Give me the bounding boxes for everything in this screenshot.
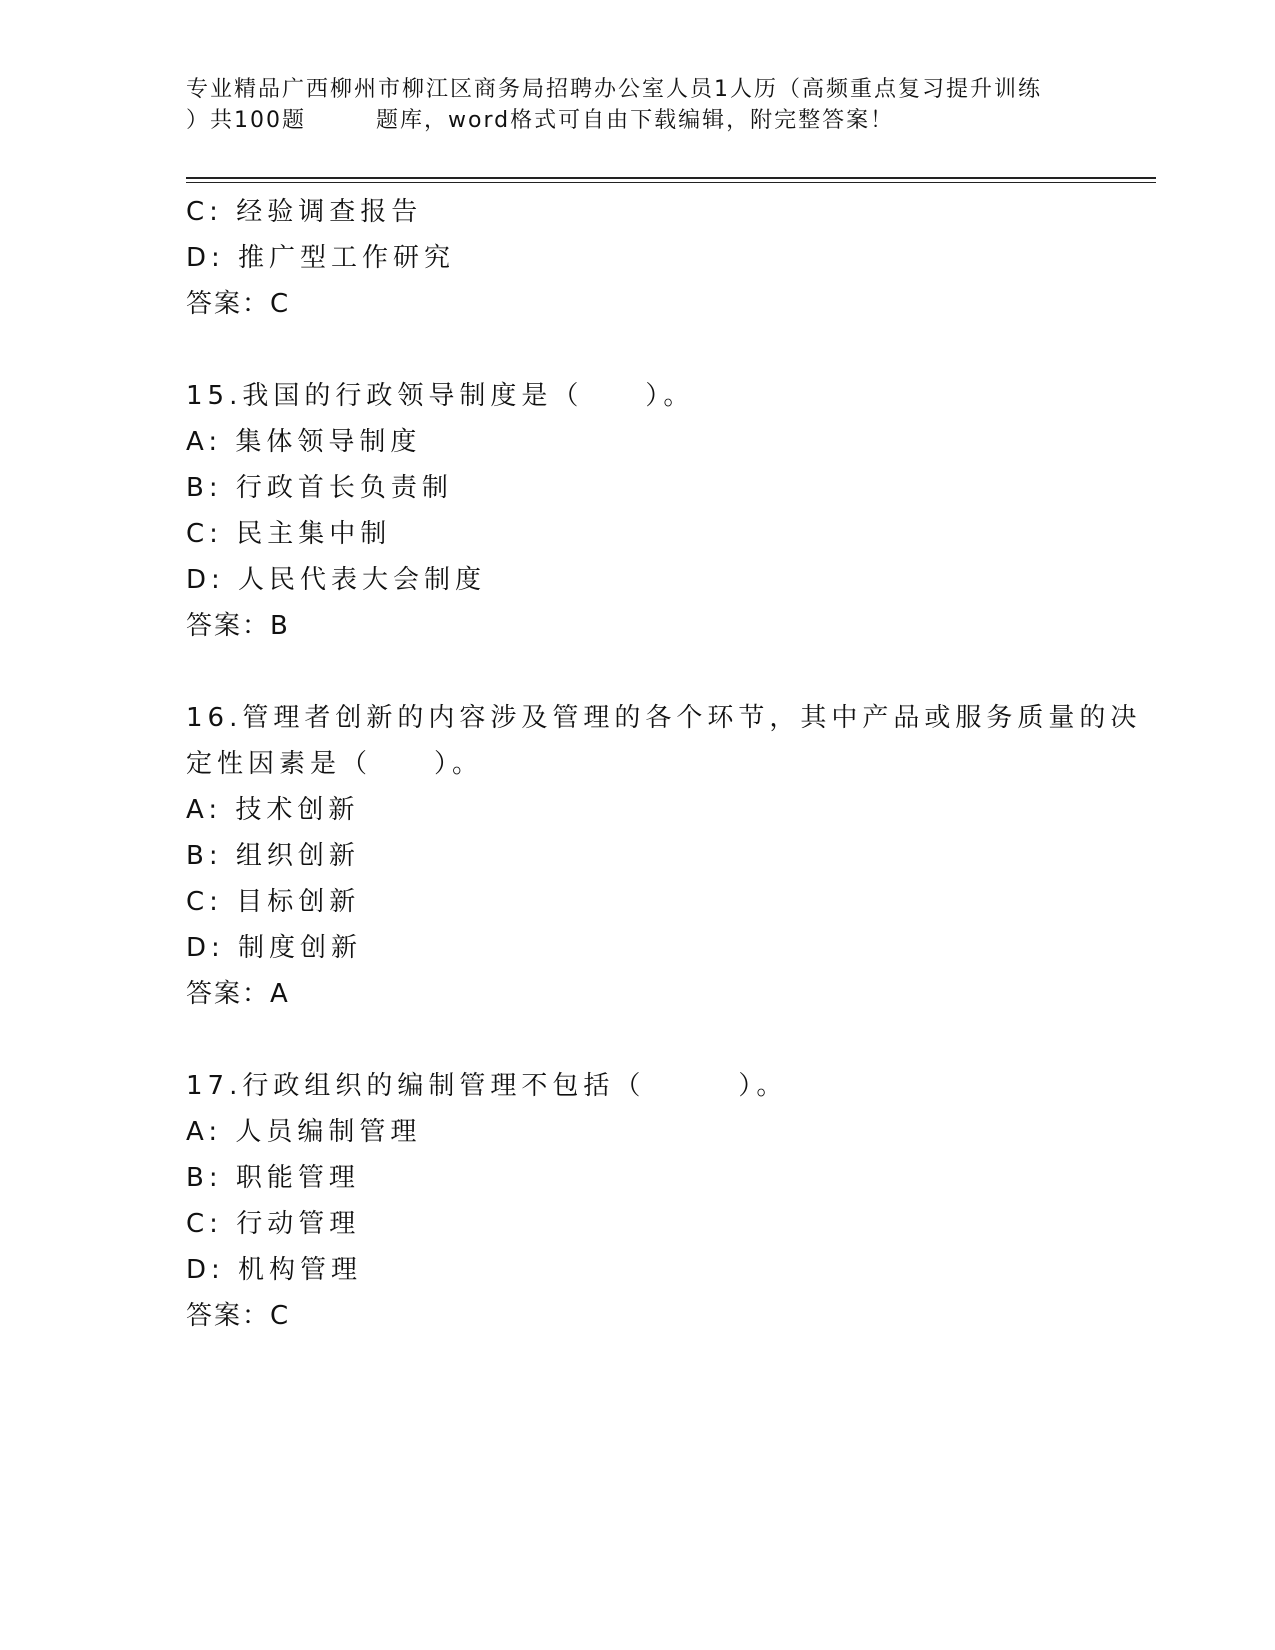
option-text: 职能管理 bbox=[235, 1163, 360, 1193]
answer-line: 答案：A bbox=[186, 979, 290, 1009]
header-line-2 bbox=[186, 105, 1156, 136]
header-line-1: 专业精品广西柳州市柳江区商务局招聘办公室人员1人历（高频重点复习提升训练 bbox=[186, 77, 1042, 102]
document-header bbox=[186, 74, 1156, 136]
option-label: C: bbox=[186, 887, 223, 917]
option-text: 推广型工作研究 bbox=[238, 243, 456, 273]
option-label: A: bbox=[186, 427, 223, 457]
option-d bbox=[186, 1247, 1086, 1293]
question-stem-line-1: 16.管理者创新的内容涉及管理的各个环节，其中产品或服务质量的决 bbox=[186, 703, 1142, 733]
question-stem-line-2: 定性因素是（ ）。 bbox=[186, 749, 484, 779]
option-text: 制度创新 bbox=[238, 933, 363, 963]
option-label: D: bbox=[186, 243, 225, 273]
option-b bbox=[186, 833, 1086, 879]
option-text: 行政首长负责制 bbox=[235, 473, 453, 503]
option-d bbox=[186, 557, 1086, 603]
option-d bbox=[186, 925, 1086, 971]
question-stem: 15.我国的行政领导制度是（ ）。 bbox=[186, 381, 695, 411]
option-label: A: bbox=[186, 795, 223, 825]
answer-line: 答案：B bbox=[186, 611, 290, 641]
option-c bbox=[186, 879, 1086, 925]
answer-line: 答案：C bbox=[186, 1301, 291, 1331]
header-divider-thin bbox=[186, 182, 1156, 183]
header-line-2-start: ）共100题 bbox=[186, 108, 306, 133]
option-label: D: bbox=[186, 565, 225, 595]
option-a bbox=[186, 419, 1086, 465]
question-16 bbox=[186, 695, 1142, 1017]
option-d bbox=[186, 235, 1086, 281]
header-divider-thick bbox=[186, 177, 1156, 179]
option-label: C: bbox=[186, 197, 223, 227]
option-text: 目标创新 bbox=[236, 887, 361, 917]
option-text: 人民代表大会制度 bbox=[238, 565, 487, 595]
option-c bbox=[186, 189, 1086, 235]
option-a bbox=[186, 1109, 1086, 1155]
option-label: B: bbox=[186, 473, 223, 503]
document-body bbox=[186, 189, 1142, 1339]
option-c bbox=[186, 1201, 1086, 1247]
option-label: D: bbox=[186, 1255, 225, 1285]
header-line-2-end: 题库，word格式可自由下载编辑，附完整答案！ bbox=[376, 108, 895, 133]
question-15 bbox=[186, 373, 1086, 649]
option-text: 民主集中制 bbox=[236, 519, 392, 549]
option-text: 组织创新 bbox=[235, 841, 360, 871]
answer-line: 答案：C bbox=[186, 289, 291, 319]
option-label: B: bbox=[186, 1163, 223, 1193]
option-label: D: bbox=[186, 933, 225, 963]
option-label: A: bbox=[186, 1117, 223, 1147]
question-stem: 17.行政组织的编制管理不包括（ ）。 bbox=[186, 1071, 788, 1101]
option-b bbox=[186, 1155, 1086, 1201]
question-17 bbox=[186, 1063, 1086, 1339]
option-label: C: bbox=[186, 1209, 223, 1239]
option-a bbox=[186, 787, 1086, 833]
option-b bbox=[186, 465, 1086, 511]
option-text: 集体领导制度 bbox=[235, 427, 422, 457]
option-text: 行动管理 bbox=[236, 1209, 361, 1239]
option-c bbox=[186, 511, 1086, 557]
option-text: 机构管理 bbox=[238, 1255, 363, 1285]
question-14-continuation bbox=[186, 189, 1086, 327]
option-label: B: bbox=[186, 841, 223, 871]
option-text: 人员编制管理 bbox=[235, 1117, 422, 1147]
option-text: 技术创新 bbox=[235, 795, 360, 825]
option-text: 经验调查报告 bbox=[236, 197, 423, 227]
option-label: C: bbox=[186, 519, 223, 549]
